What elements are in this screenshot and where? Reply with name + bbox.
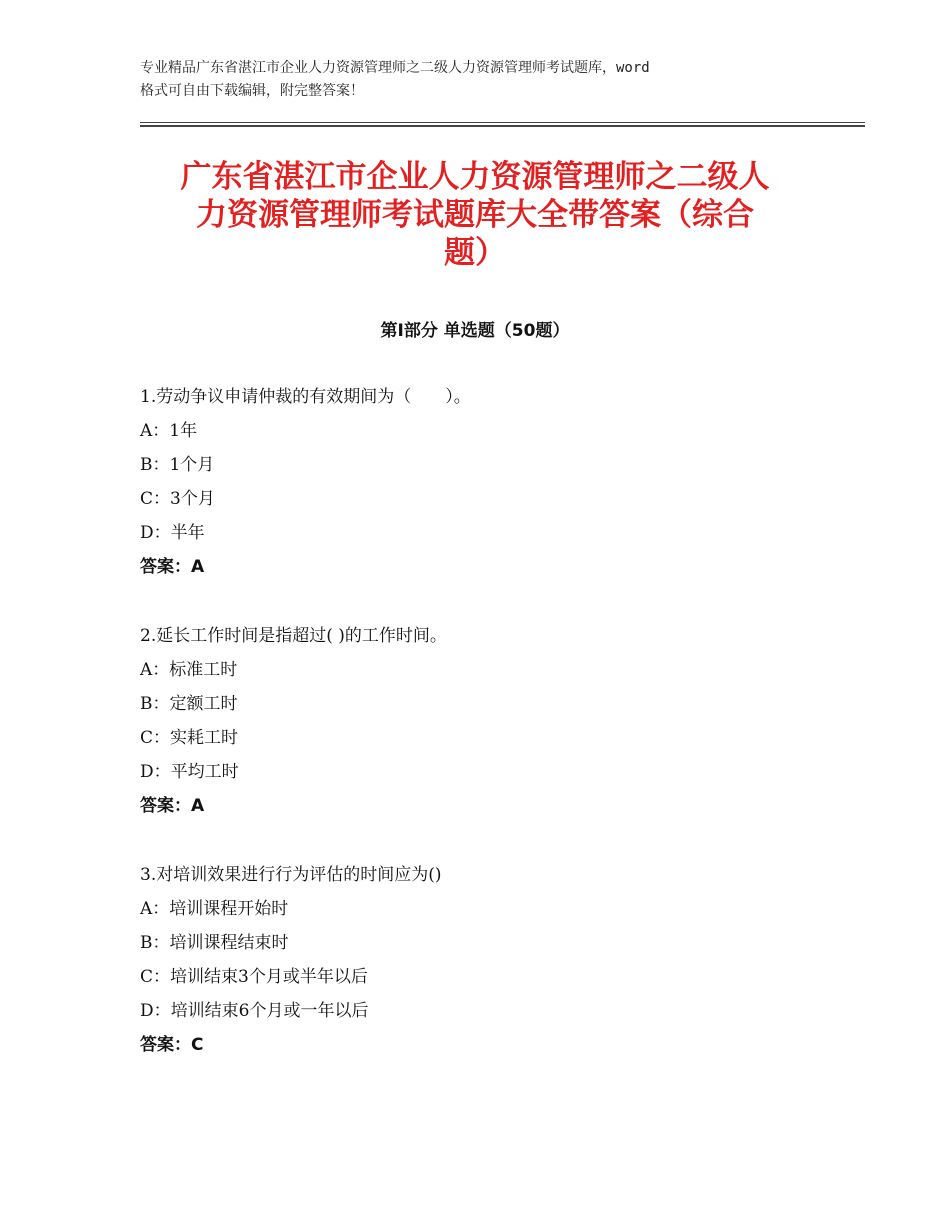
question-option: D：培训结束6个月或一年以后 xyxy=(140,1001,369,1021)
question-item xyxy=(140,619,840,823)
question-answer: 答案：C xyxy=(140,1035,204,1055)
header-note-line-1: 专业精品广东省湛江市企业人力资源管理师之二级人力资源管理师考试题库，word xyxy=(140,60,650,76)
header-divider-thick xyxy=(140,125,865,127)
question-answer: 答案：A xyxy=(140,796,205,816)
question-option: D：平均工时 xyxy=(140,762,239,782)
question-stem: 2.延长工作时间是指超过( )的工作时间。 xyxy=(140,626,447,646)
header-note-line-2: 格式可自由下载编辑，附完整答案！ xyxy=(140,83,364,99)
question-option: A：培训课程开始时 xyxy=(140,899,289,919)
question-stem: 3.对培训效果进行行为评估的时间应为() xyxy=(140,865,442,885)
question-option: D：半年 xyxy=(140,523,205,543)
header-note xyxy=(140,57,830,103)
question-option: B：1个月 xyxy=(140,455,215,475)
title-line-1: 广东省湛江市企业人力资源管理师之二级人 xyxy=(180,159,770,195)
section-heading: 第Ⅰ部分 单选题（50题） xyxy=(380,321,570,341)
question-option: C：实耗工时 xyxy=(140,728,239,748)
question-option: B：培训课程结束时 xyxy=(140,933,289,953)
document-title xyxy=(120,158,830,272)
question-option: A：标准工时 xyxy=(140,660,238,680)
header-divider-thin xyxy=(140,122,865,123)
question-answer: 答案：A xyxy=(140,557,205,577)
question-item xyxy=(140,858,840,1062)
question-stem: 1.劳动争议申请仲裁的有效期间为（ ）。 xyxy=(140,387,471,407)
question-option: C：3个月 xyxy=(140,489,215,509)
question-option: C：培训结束3个月或半年以后 xyxy=(140,967,368,987)
title-line-2: 力资源管理师考试题库大全带答案（综合 xyxy=(196,197,754,233)
title-line-3: 题） xyxy=(444,235,506,271)
question-item xyxy=(140,380,840,584)
question-option: B：定额工时 xyxy=(140,694,238,714)
question-option: A：1年 xyxy=(140,421,198,441)
